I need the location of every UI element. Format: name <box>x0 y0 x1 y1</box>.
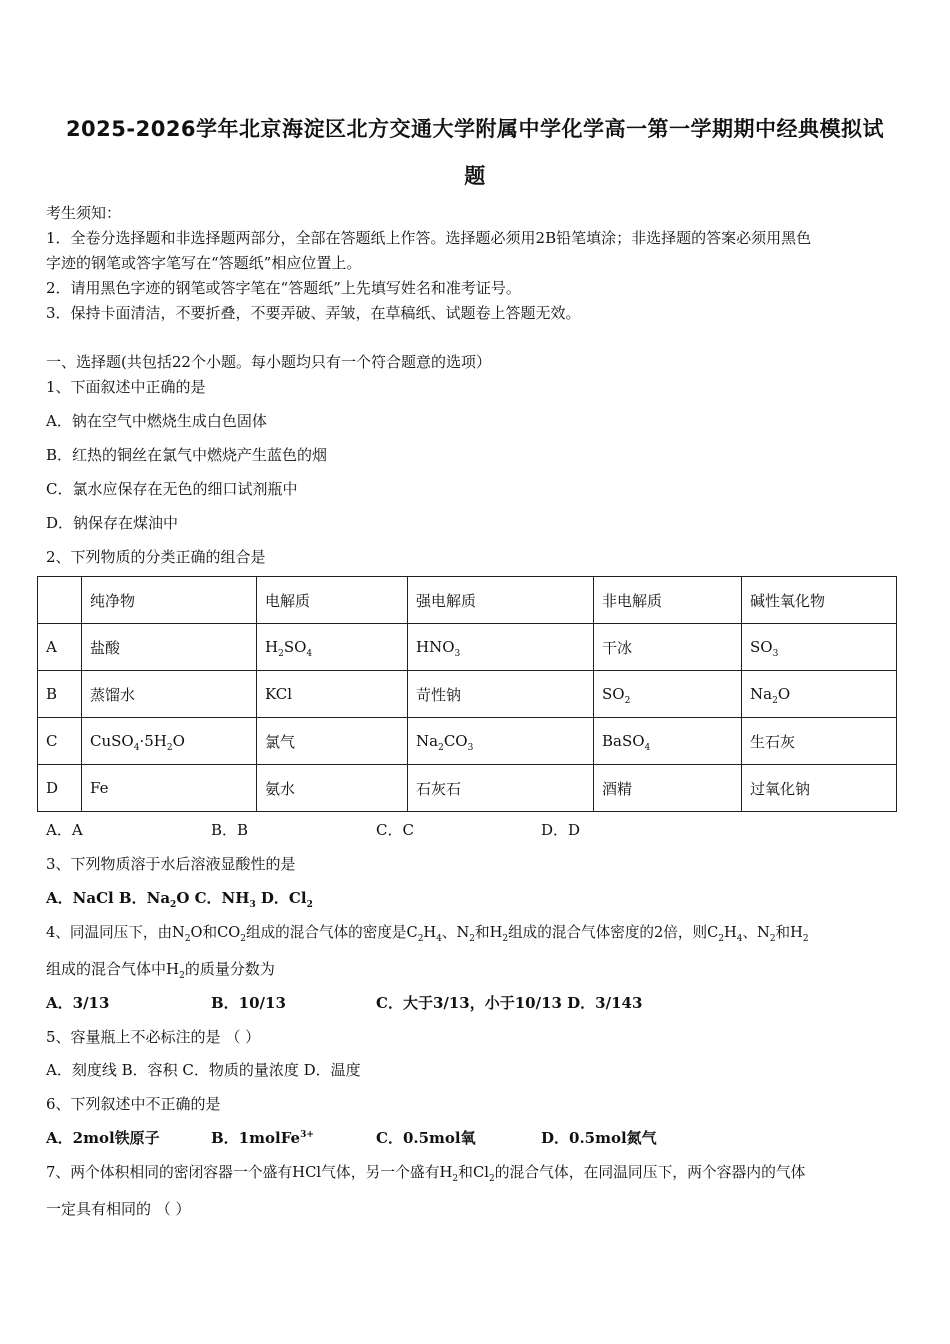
q3-options: A．NaCl B．$Na_2O$ C．$NH_3$ D．$Cl_2$ <box>46 889 313 910</box>
table-cell: Fe <box>82 765 257 812</box>
table-cell: BaSO$_4$ <box>594 718 742 765</box>
q2-stem: 2、下列物质的分类正确的组合是 <box>46 548 266 566</box>
q1-option-b: B．红热的铜丝在氯气中燃烧产生蓝色的烟 <box>46 446 328 464</box>
q1-option-c: C．氯水应保存在无色的细口试剂瓶中 <box>46 480 298 498</box>
q6-option-d: D．0.5mol氮气 <box>541 1129 657 1147</box>
table-cell: 生石灰 <box>742 718 897 765</box>
table-header: 碱性氧化物 <box>742 577 897 624</box>
table-header: 电解质 <box>257 577 408 624</box>
q6-option-a: A．2mol铁原子 <box>46 1129 160 1147</box>
table-cell: 苛性钠 <box>408 671 594 718</box>
q2-option-c: C．C <box>376 821 414 839</box>
table-cell: $HNO_3$ <box>408 624 594 671</box>
table-header: 非电解质 <box>594 577 742 624</box>
q1-option-d: D．钠保存在煤油中 <box>46 514 179 532</box>
table-cell: $CuSO_4\cdot 5H_2O$ <box>82 718 257 765</box>
q4-stem-line1: 4、同温同压下，由$N_2O$和$CO_2$组成的混合气体的密度是$C_2H_4$、$N_2$和$H_2$组成的混合气体密度的2倍，则$C_2H_4$、$N_2$和$H_2$ <box>46 924 809 944</box>
table-cell: 酒精 <box>594 765 742 812</box>
q2-option-d: D．D <box>541 821 581 839</box>
table-row <box>38 718 897 765</box>
table-cell: 石灰石 <box>408 765 594 812</box>
table-cell: 氨水 <box>257 765 408 812</box>
q4-option-cd: C．大于3/13，小于10/13 D．3/143 <box>376 994 643 1012</box>
q4-option-b: B．10/13 <box>211 994 286 1012</box>
q6-option-c: C．0.5mol氧 <box>376 1129 476 1147</box>
table-cell: C <box>38 718 82 765</box>
notice-item-1: 1．全卷分选择题和非选择题两部分，全部在答题纸上作答。选择题必须用2B铅笔填涂；非选择题的答案必须用黑色 <box>46 229 812 247</box>
q2-option-a: A．A <box>46 821 83 839</box>
table-cell: $Na_2CO_3$ <box>408 718 594 765</box>
classification-table <box>37 576 897 812</box>
q2-option-b: B．B <box>211 821 249 839</box>
table-cell: $H_2SO_4$ <box>257 624 408 671</box>
table-cell: $SO_2$ <box>594 671 742 718</box>
table-header-row <box>38 577 897 624</box>
table-cell: 氯气 <box>257 718 408 765</box>
table-cell: D <box>38 765 82 812</box>
table-cell <box>38 577 82 624</box>
notice-item-3: 3．保持卡面清洁，不要折叠，不要弄破、弄皱，在草稿纸、试题卷上答题无效。 <box>46 304 581 322</box>
table-row <box>38 671 897 718</box>
q6-option-b: B．1molFe$^{3+}$ <box>211 1129 314 1147</box>
table-cell: 过氧化钠 <box>742 765 897 812</box>
q4-option-a: A．3/13 <box>46 994 110 1012</box>
section-heading: 一、选择题(共包括22个小题。每小题均只有一个符合题意的选项） <box>46 353 491 371</box>
q3-stem: 3、下列物质溶于水后溶液显酸性的是 <box>46 855 296 873</box>
notice-heading: 考生须知： <box>46 204 122 222</box>
table-cell: A <box>38 624 82 671</box>
exam-title-line1: 2025-2026学年北京海淀区北方交通大学附属中学化学高一第一学期期中经典模拟试 <box>65 117 885 141</box>
table-cell: $Na_2O$ <box>742 671 897 718</box>
table-header: 强电解质 <box>408 577 594 624</box>
q4-stem-line2: 组成的混合气体中$H_2$的质量分数为 <box>46 960 275 981</box>
table-cell: 蒸馏水 <box>82 671 257 718</box>
q6-stem: 6、下列叙述中不正确的是 <box>46 1095 221 1113</box>
notice-item-2: 2．请用黑色字迹的钢笔或答字笔在“答题纸”上先填写姓名和准考证号。 <box>46 279 521 297</box>
table-cell: 盐酸 <box>82 624 257 671</box>
table-row <box>38 624 897 671</box>
q7-stem-line2: 一定具有相同的 （ ） <box>46 1200 191 1218</box>
exam-title-line2: 题 <box>464 164 486 188</box>
table-cell: B <box>38 671 82 718</box>
notice-item-1-cont: 字迹的钢笔或答字笔写在“答题纸”相应位置上。 <box>46 254 362 272</box>
q5-options: A．刻度线 B．容积 C．物质的量浓度 D．温度 <box>46 1061 361 1079</box>
q5-stem: 5、容量瓶上不必标注的是 （ ） <box>46 1028 261 1046</box>
q1-option-a: A．钠在空气中燃烧生成白色固体 <box>46 412 267 430</box>
table-row <box>38 765 897 812</box>
table-cell: $SO_3$ <box>742 624 897 671</box>
table-cell: KCl <box>257 671 408 718</box>
q7-stem-line1: 7、两个体积相同的密闭容器一个盛有HCl气体，另一个盛有$H_2$和$Cl_2$的混合气体，在同温同压下，两个容器内的气体 <box>46 1164 806 1184</box>
table-header: 纯净物 <box>82 577 257 624</box>
q1-stem: 1、下面叙述中正确的是 <box>46 378 206 396</box>
table-cell: 干冰 <box>594 624 742 671</box>
